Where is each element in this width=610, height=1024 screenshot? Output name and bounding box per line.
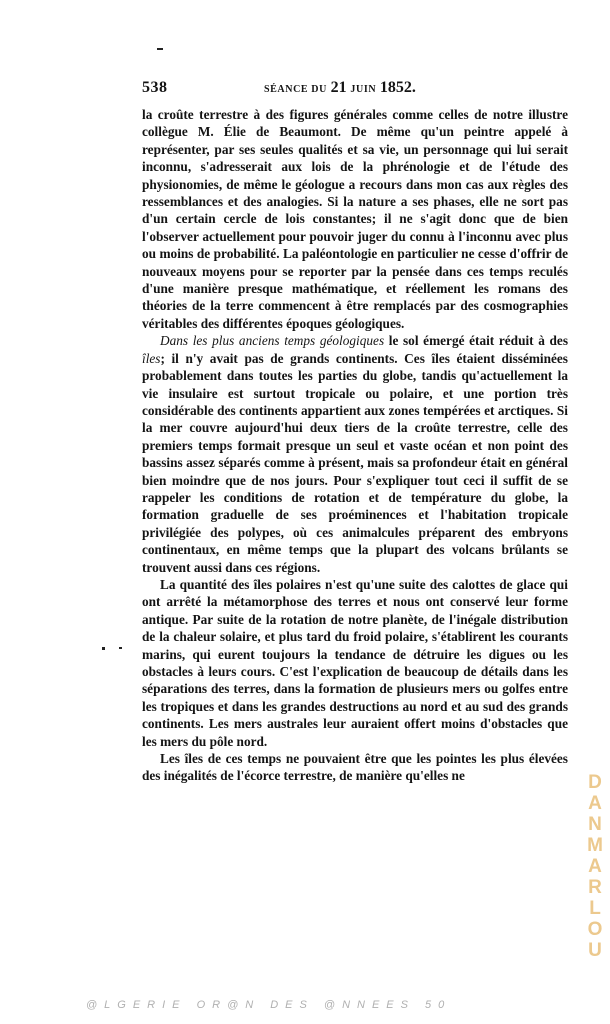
running-head-prefix: SÉANCE DU xyxy=(264,84,327,95)
italic-text: îles xyxy=(142,350,161,366)
paragraph xyxy=(142,106,568,332)
paragraph-text: la croûte terrestre à des figures générales comme celles de notre illustre collègue M. Élie de Beaumont. De même qu'un peintre appelé à représenter, par ses seules qualités et sa vie, un personnage qui lui serait inconnu, s'adresserait aux lois de la phrénologie et de l'étude des physionomies, de même le géologue a recours dans mon cas aux règles des ressemblances et des analogies. Si la nature a ses phases, elle ne sort pas d'un certain cercle de lois constantes; il ne s'agit donc que de bien l'observer actuellement pour pouvoir juger du connu à l'inconnu avec plus ou moins de probabilité. La paléontologie en particulier ne cesse d'offrir de nouveaux moyens pour se reporter par la pensée dans ces temps reculés d'une manière presque mathématique, et réellement les romans des théories de la terre commencent à être remplacés par des cosmographies véritables des différentes époques géologiques. xyxy=(142,107,568,331)
watermark-letter: A xyxy=(588,856,602,877)
paragraph-text: La quantité des îles polaires n'est qu'une suite des calottes de glace qui ont arrêté la métamorphose des terres et nous ont conservé leur forme antique. Par suite de la rotation de notre planète, de l'inégale distribution de la chaleur solaire, et plus tard du froid polaire, s'établirent les courants marins, qui eurent toujours la tendance de détruire les digues ou les obstacles à leurs cours. C'est l'explication de beaucoup de détails dans les séparations des terres, dans la formation de plusieurs mers ou golfes entre les tropiques et dans les grandes destructions au nord et au sud des grands continents. Les mers australes leur auraient offert moins d'obstacles que les mers du pôle nord. xyxy=(142,576,568,749)
body-text xyxy=(142,106,568,785)
paragraph xyxy=(142,750,568,785)
side-watermark xyxy=(585,772,605,961)
watermark-letter: A xyxy=(588,793,602,814)
watermark-letter: O xyxy=(587,919,603,940)
bottom-watermark: @LGERIE OR@N DES @NNEES 50 xyxy=(86,999,452,1011)
watermark-letter: U xyxy=(588,940,602,961)
page-header xyxy=(142,79,568,99)
italic-text: Dans les plus anciens temps géologiques xyxy=(160,333,385,349)
paragraph xyxy=(142,576,568,750)
watermark-letter: R xyxy=(588,877,602,898)
running-head-day: 21 xyxy=(330,79,347,96)
watermark-letter: D xyxy=(588,772,602,793)
running-head-month: JUIN xyxy=(350,84,377,95)
paragraph-text: le sol émergé était réduit à des xyxy=(384,333,569,349)
page-number: 538 xyxy=(142,79,168,96)
running-head-year: 1852. xyxy=(379,79,416,96)
paragraph-text: ; il n'y avait pas de grands continents. Ces îles étaient disséminées probablement dans toutes les parties du globe, tandis qu'actuellement la vie insulaire est surtout tropicale ou polaire, et une portion très considérable des continents appartient aux zones tempérées et arctiques. Si la mer couvre aujourd'hui deux tiers de la croûte terrestre, celle des premiers temps formait presque un seul et vaste océan et non point des bassins assez séparés comme à présent, mais sa profondeur était en général bien moindre que de nos jours. Pour s'expliquer tout ceci il suffit de se rappeler les conditions de rotation et de température du globe, la formation graduelle de ses proéminences et l'habitation tropicale privilégiée des polypes, où ces animalcules préparent des embryons continentaux, en même temps que la plupart des volcans brûlants se trouvent aussi dans ces régions. xyxy=(142,350,568,575)
paragraph xyxy=(142,332,568,576)
paragraph-text: Les îles de ces temps ne pouvaient être que les pointes les plus élevées des inégalités de l'écorce terrestre, de manière qu'elles ne xyxy=(142,751,568,784)
watermark-letter: L xyxy=(589,898,601,919)
watermark-letter: N xyxy=(588,814,602,835)
ink-speck xyxy=(102,647,105,650)
ink-speck xyxy=(157,48,163,50)
watermark-letter: M xyxy=(587,835,603,856)
running-head xyxy=(264,79,416,97)
ink-speck xyxy=(119,647,122,649)
